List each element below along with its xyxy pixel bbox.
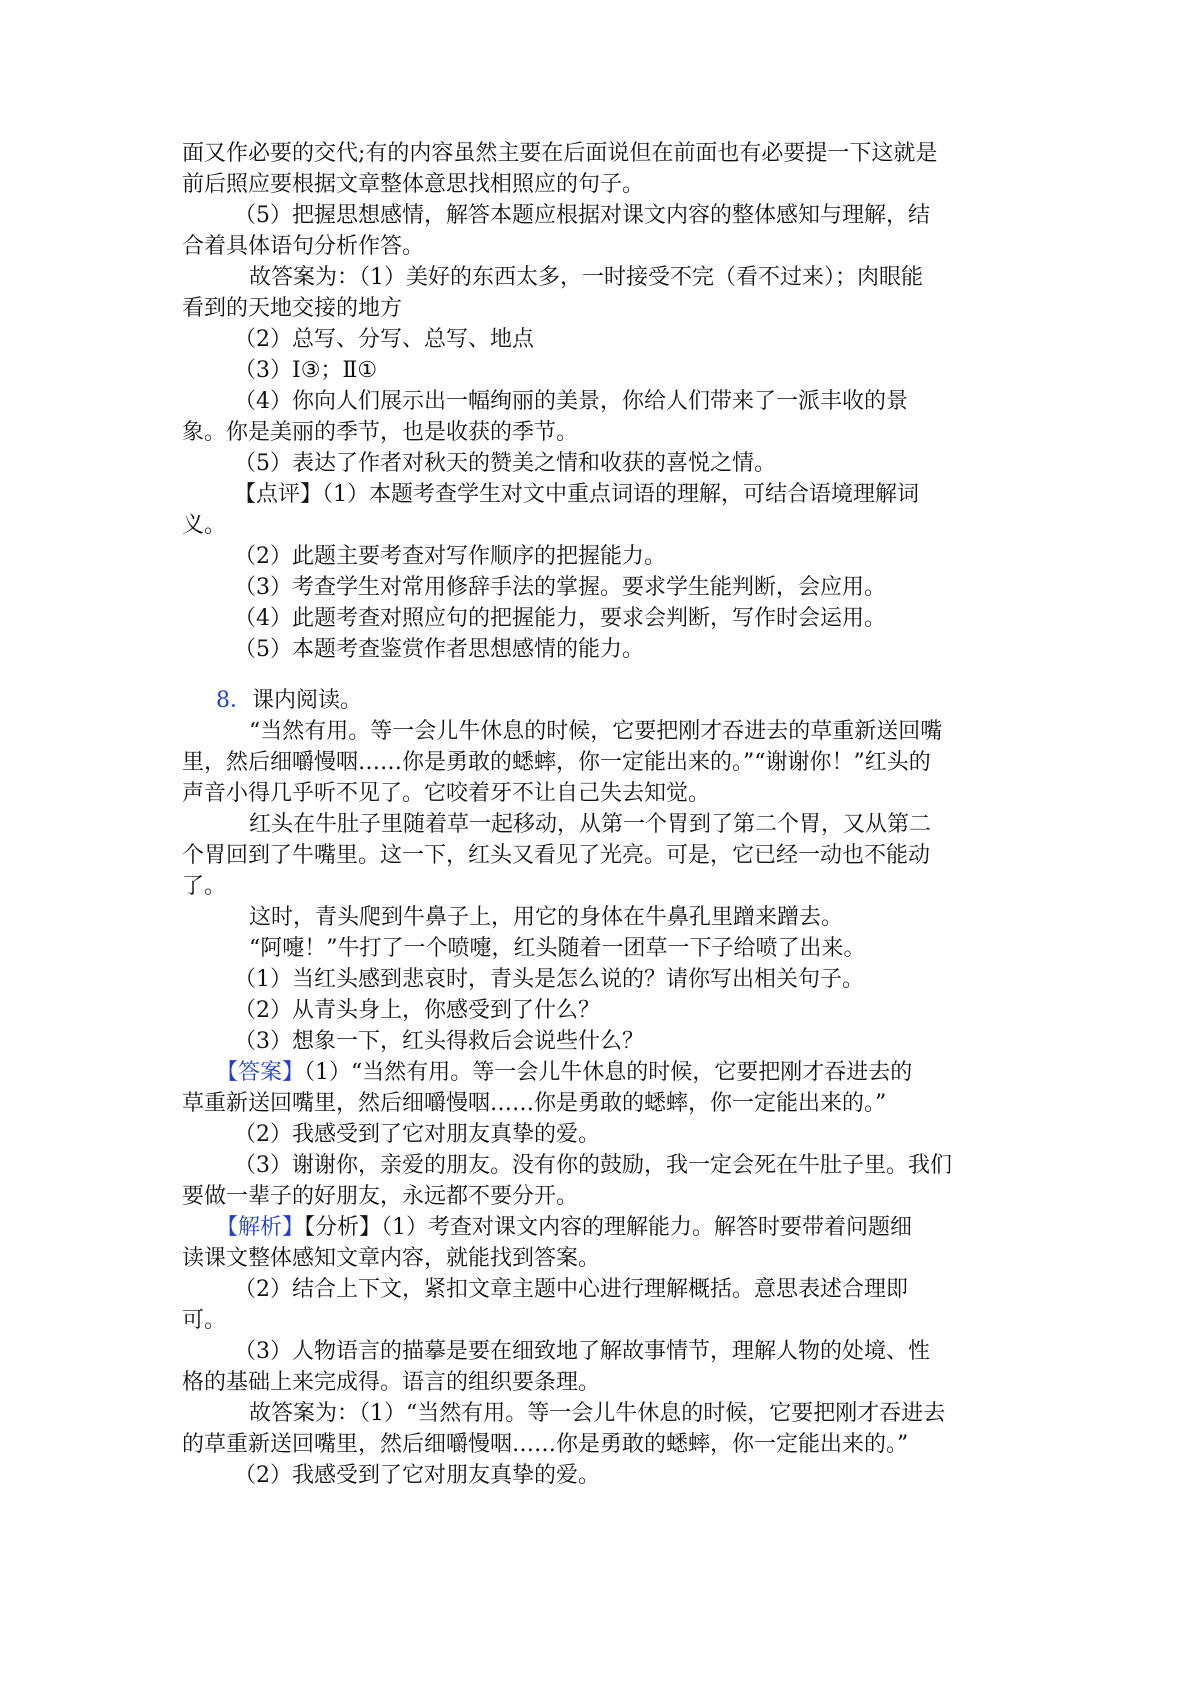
analysis-line: 读课文整体感知文章内容，就能找到答案。 xyxy=(182,1246,601,1271)
spacer xyxy=(182,665,1018,685)
comment-tag: 【点评】 xyxy=(234,482,323,507)
analysis-item-3: （3）人物语言的描摹是要在细致地了解故事情节，理解人物的处境、性 xyxy=(234,1339,930,1364)
text-line: 合着具体语句分析作答。 xyxy=(182,234,425,259)
passage-line: “阿嚏！”牛打了一个喷嚏，红头随着一团草一下子给喷了出来。 xyxy=(249,936,866,961)
answer-item-3-cont: 要做一辈子的好朋友，永远都不要分开。 xyxy=(182,1184,579,1209)
answer-item-2: （2）总写、分写、总写、地点 xyxy=(234,327,534,352)
passage-line: 这时，青头爬到牛鼻子上，用它的身体在牛鼻孔里蹭来蹭去。 xyxy=(249,905,844,930)
answer-tag: 【答案】 xyxy=(216,1060,305,1085)
sub-question-2: （2）从青头身上，你感受到了什么？ xyxy=(234,998,600,1023)
question-heading xyxy=(182,685,1018,716)
text-line: 前后照应要根据文章整体意思找相照应的句子。 xyxy=(182,172,645,197)
analysis-text: （1）考查对课文内容的理解能力。解答时要带着问题细 xyxy=(381,1215,913,1240)
question-title: 课内阅读。 xyxy=(252,688,363,713)
analysis-item-2: （2）结合上下文，紧扣文章主题中心进行理解概括。意思表述合理即 xyxy=(234,1277,908,1302)
answer-item-3: （3）Ⅰ③；Ⅱ① xyxy=(234,358,378,383)
question-number: 8． xyxy=(216,688,252,713)
answer-item-5: （5）表达了作者对秋天的赞美之情和收获的喜悦之情。 xyxy=(234,451,776,476)
comment-line xyxy=(182,479,1018,510)
answer-text: （1）“当然有用。等一会儿牛休息的时候，它要把刚才吞进去的 xyxy=(304,1060,913,1085)
passage-line: 了。 xyxy=(182,874,227,899)
sub-question-3: （3）想象一下，红头得救后会说些什么？ xyxy=(234,1029,644,1054)
text-line: （5）把握思想感情，解答本题应根据对课文内容的整体感知与理解，结 xyxy=(234,203,930,228)
comment-line: 义。 xyxy=(182,513,227,538)
answer-item-2: （2）我感受到了它对朋友真挚的爱。 xyxy=(234,1122,600,1147)
analysis-tag: 【解析】 xyxy=(216,1215,305,1240)
analysis-item-3-cont: 格的基础上来完成得。语言的组织要条理。 xyxy=(182,1370,601,1395)
analysis-item-2-cont: 可。 xyxy=(182,1308,227,1333)
sub-question-1: （1）当红头感到悲哀时，青头是怎么说的？请你写出相关句子。 xyxy=(234,967,864,992)
comment-item-2: （2）此题主要考查对写作顺序的把握能力。 xyxy=(234,544,666,569)
answer-line xyxy=(182,1057,1018,1088)
analysis-subtag: 【分析】 xyxy=(304,1215,382,1240)
comment-item-3: （3）考查学生对常用修辞手法的掌握。要求学生能判断，会应用。 xyxy=(234,575,886,600)
comment-text: （1）本题考查学生对文中重点词语的理解，可结合语境理解词 xyxy=(322,482,920,507)
page-content xyxy=(182,138,1018,1491)
final-answer-line: 的草重新送回嘴里，然后细嚼慢咽……你是勇敢的蟋蟀，你一定能出来的。” xyxy=(182,1432,909,1457)
answer-line: 故答案为：（1）美好的东西太多，一时接受不完（看不过来）；肉眼能 xyxy=(249,265,923,290)
comment-item-5: （5）本题考查鉴赏作者思想感情的能力。 xyxy=(234,637,644,662)
passage-line: 里，然后细嚼慢咽……你是勇敢的蟋蟀，你一定能出来的。”“谢谢你！”红头的 xyxy=(182,750,931,775)
answer-item-4: （4）你向人们展示出一幅绚丽的美景，你给人们带来了一派丰收的景 xyxy=(234,389,908,414)
final-answer-item-2: （2）我感受到了它对朋友真挚的爱。 xyxy=(234,1463,600,1488)
analysis-line xyxy=(182,1212,1018,1243)
passage-line: 红头在牛肚子里随着草一起移动，从第一个胃到了第二个胃，又从第二 xyxy=(249,812,932,837)
answer-item-4-cont: 象。你是美丽的季节，也是收获的季节。 xyxy=(182,420,579,445)
final-answer-line: 故答案为：（1）“当然有用。等一会儿牛休息的时候，它要把刚才吞进去 xyxy=(249,1401,946,1426)
answer-line: 看到的天地交接的地方 xyxy=(182,296,403,321)
answer-item-3: （3）谢谢你，亲爱的朋友。没有你的鼓励，我一定会死在牛肚子里。我们 xyxy=(234,1153,952,1178)
passage-line: “当然有用。等一会儿牛休息的时候，它要把刚才吞进去的草重新送回嘴 xyxy=(249,719,943,744)
passage-line: 个胃回到了牛嘴里。这一下，红头又看见了光亮。可是，它已经一动也不能动 xyxy=(182,843,931,868)
passage-line: 声音小得几乎听不见了。它咬着牙不让自己失去知觉。 xyxy=(182,781,711,806)
text-line: 面又作必要的交代;有的内容虽然主要在后面说但在前面也有必要提一下这就是 xyxy=(182,141,938,166)
answer-line: 草重新送回嘴里，然后细嚼慢咽……你是勇敢的蟋蟀，你一定能出来的。” xyxy=(182,1091,887,1116)
comment-item-4: （4）此题考查对照应句的把握能力，要求会判断，写作时会运用。 xyxy=(234,606,886,631)
